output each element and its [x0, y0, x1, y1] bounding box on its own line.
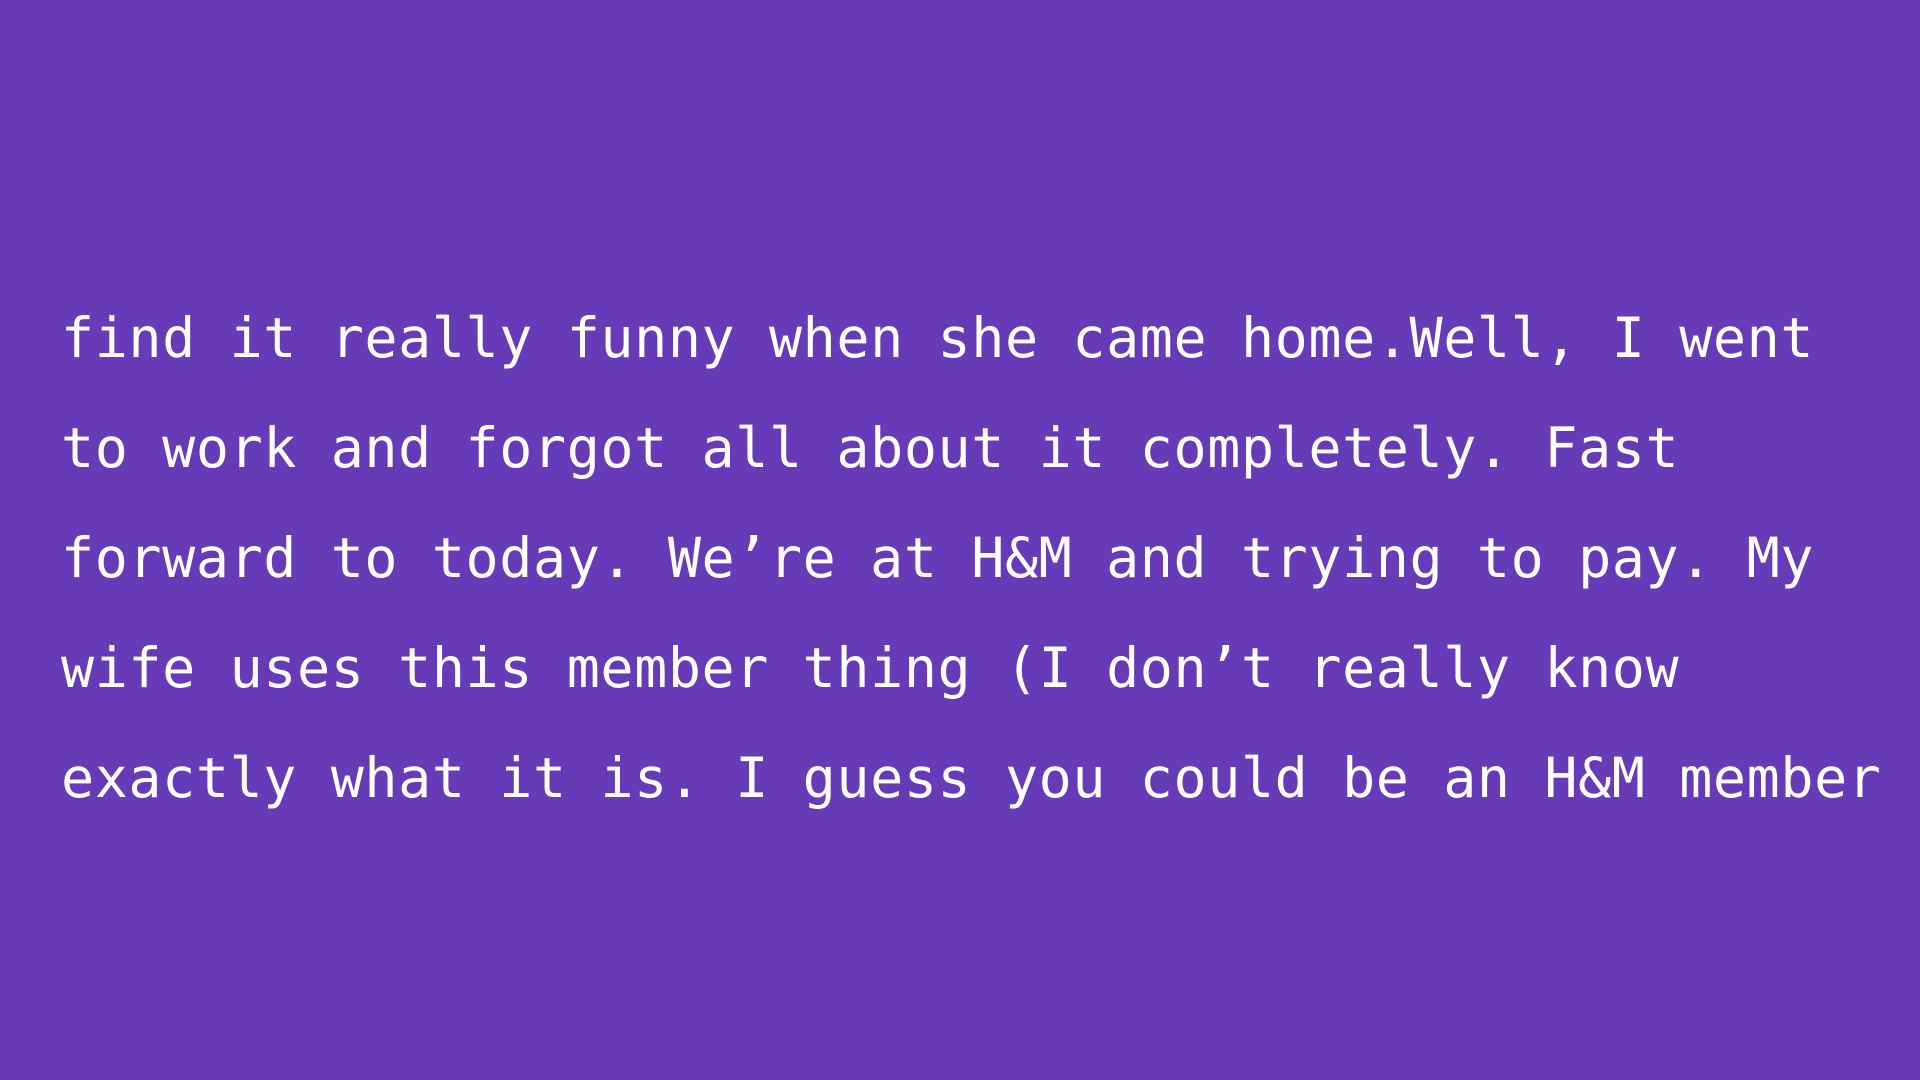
story-line-2: to work and forgot all about it completely. Fast [61, 416, 1680, 480]
story-line-1: find it really funny when she came home.Well, I went [61, 306, 1815, 370]
story-text-block [61, 290, 1881, 840]
story-line-5: exactly what it is. I guess you could be an H&M member [61, 746, 1882, 810]
story-line-3: forward to today. We’re at H&M and trying to pay. My [61, 526, 1815, 590]
story-line-4: wife uses this member thing (I don’t really know [61, 636, 1680, 700]
